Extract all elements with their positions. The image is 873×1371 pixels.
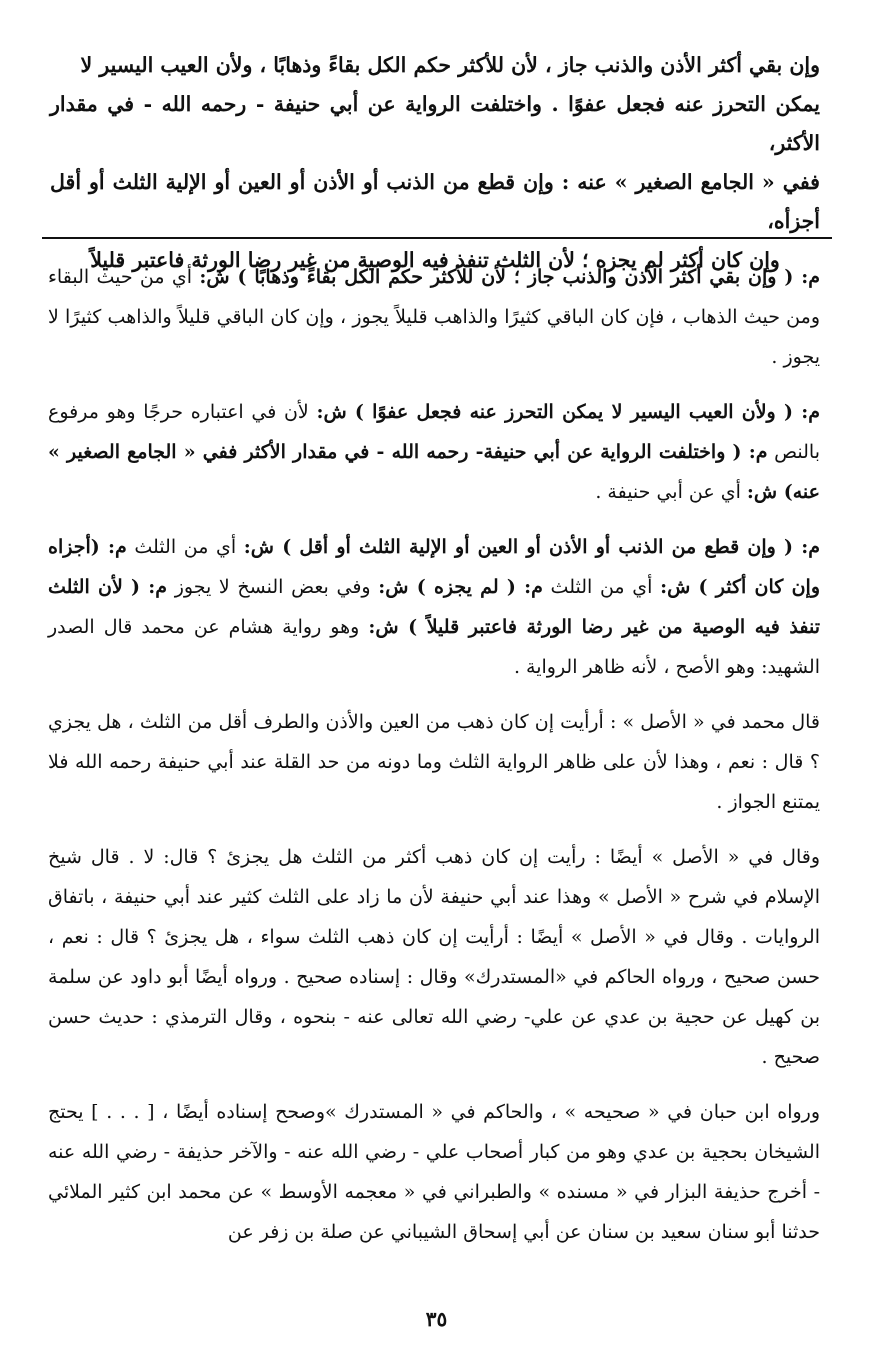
commentary-paragraph: ورواه ابن حبان في « صحيحه » ، والحاكم في « المستدرك »وصحح إسناده أيضًا ، [ . . . ] يحتج الشيخان بحجية بن عدي وهو من كبار أصحاب علي - رضي الله عنه - والآخر حذيفة - رضي الله عنه - أخرج حذيفة البزار في « مسنده » والطبراني في « معجمه الأوسط » عن محمد ابن كثير الملائي حدثنا أبو سنان سعيد بن سنان عن أبي إسحاق الشيباني عن صلة بن زفر عن (48, 1101, 820, 1243)
commentary-text: لأن في اعتباره حرجًا وهو مرفوع بالنص (48, 401, 820, 463)
commentary-text: أي من الثلث (126, 536, 244, 558)
page-number: ٣٥ (425, 1307, 448, 1331)
commentary-paragraph (48, 257, 820, 377)
quoted-text: م: ( ولأن العيب اليسير لا يمكن التحرز عنه فجعل عفوًا ) ش: (316, 401, 820, 423)
commentary-text: أي من حيث البقاء ومن حيث الذهاب ، فإن كان الباقي كثيرًا والذاهب قليلاً يجوز ، وإن كان الباقي قليلاً والذاهب كثيرًا لا يجوز . (48, 266, 820, 368)
commentary-block (48, 257, 820, 1267)
quoted-text: م: ( وإن بقي أكثر الأذن والذنب جاز ؛ لأن للأكثر حكم الكل بقاءً وذهابًا ) ش: (199, 266, 820, 288)
main-text-line: يمكن التحرز عنه فجعل عفوًا . واختلفت الرواية عن أبي حنيفة - رحمه الله - في مقدار الأكثر، (50, 92, 820, 155)
commentary-text: أي عن أبي حنيفة . (595, 481, 747, 503)
commentary-text: وفي بعض النسخ لا يجوز (167, 576, 379, 598)
main-text-line: وإن بقي أكثر الأذن والذنب جاز ، لأن للأكثر حكم الكل بقاءً وذهابًا ، ولأن العيب اليسير لا (80, 53, 820, 77)
main-text-block (50, 46, 820, 280)
main-text-line: وإن كان أكثر لم يجزه ؛ لأن الثلث تنفذ فيه الوصية من غير رضا الورثة فاعتبر قليلاً (90, 248, 780, 272)
quoted-text: م: (أجزاه وإن كان أكثر ) ش: (48, 536, 820, 598)
quoted-text: م: ( لأن الثلث تنفذ فيه الوصية من غير رضا الورثة فاعتبر قليلاً ) ش: (48, 576, 821, 638)
commentary-text: أي من الثلث (542, 576, 661, 598)
commentary-paragraph: قال محمد في « الأصل » : أرأيت إن كان ذهب من العين والأذن والطرف أقل من الثلث ، هل يجزي ؟ قال : نعم ، وهذا لأن على ظاهر الرواية الثلث وما دونه من حد القلة عند أبي حنيفة رحمه الله فلا يمتنع الجواز . (48, 711, 820, 813)
quoted-text: م: ( لم يجزه ) ش: (378, 576, 543, 598)
commentary-paragraph (48, 392, 820, 512)
section-divider (42, 237, 832, 239)
quoted-text: م: ( واختلفت الرواية عن أبي حنيفة- رحمه الله - في مقدار الأكثر ففي « الجامع الصغير » عنه) ش: (48, 441, 820, 503)
main-text-line: ففي « الجامع الصغير » عنه : وإن قطع من الذنب أو الأذن أو العين أو الإلية الثلث أو أقل أجزأه، (50, 170, 820, 233)
commentary-paragraph (48, 527, 820, 687)
commentary-text: وهو رواية هشام عن محمد قال الصدر الشهيد: وهو الأصح ، لأنه ظاهر الرواية . (48, 616, 820, 678)
quoted-text: م: ( وإن قطع من الذنب أو الأذن أو العين أو الإلية الثلث أو أقل ) ش: (243, 536, 820, 558)
commentary-paragraph: وقال في « الأصل » أيضًا : رأيت إن كان ذهب أكثر من الثلث هل يجزئ ؟ قال: لا . قال شيخ الإسلام في شرح « الأصل » وهذا عند أبي حنيفة لأن ما زاد على الثلث كثير عند أبي حنيفة ، باتفاق الروايات . وقال في « الأصل » أيضًا : أرأيت إن كان ذهب الثلث سواء ، هل يجزئ ؟ قال : نعم ، حسن صحيح ، ورواه الحاكم في «المستدرك» وقال : إسناده صحيح . ورواه أيضًا أبو داود عن سلمة بن كهيل عن حجية بن عدي عن علي- رضي الله تعالى عنه - بنحوه ، وقال الترمذي : حديث حسن صحيح . (48, 846, 820, 1068)
